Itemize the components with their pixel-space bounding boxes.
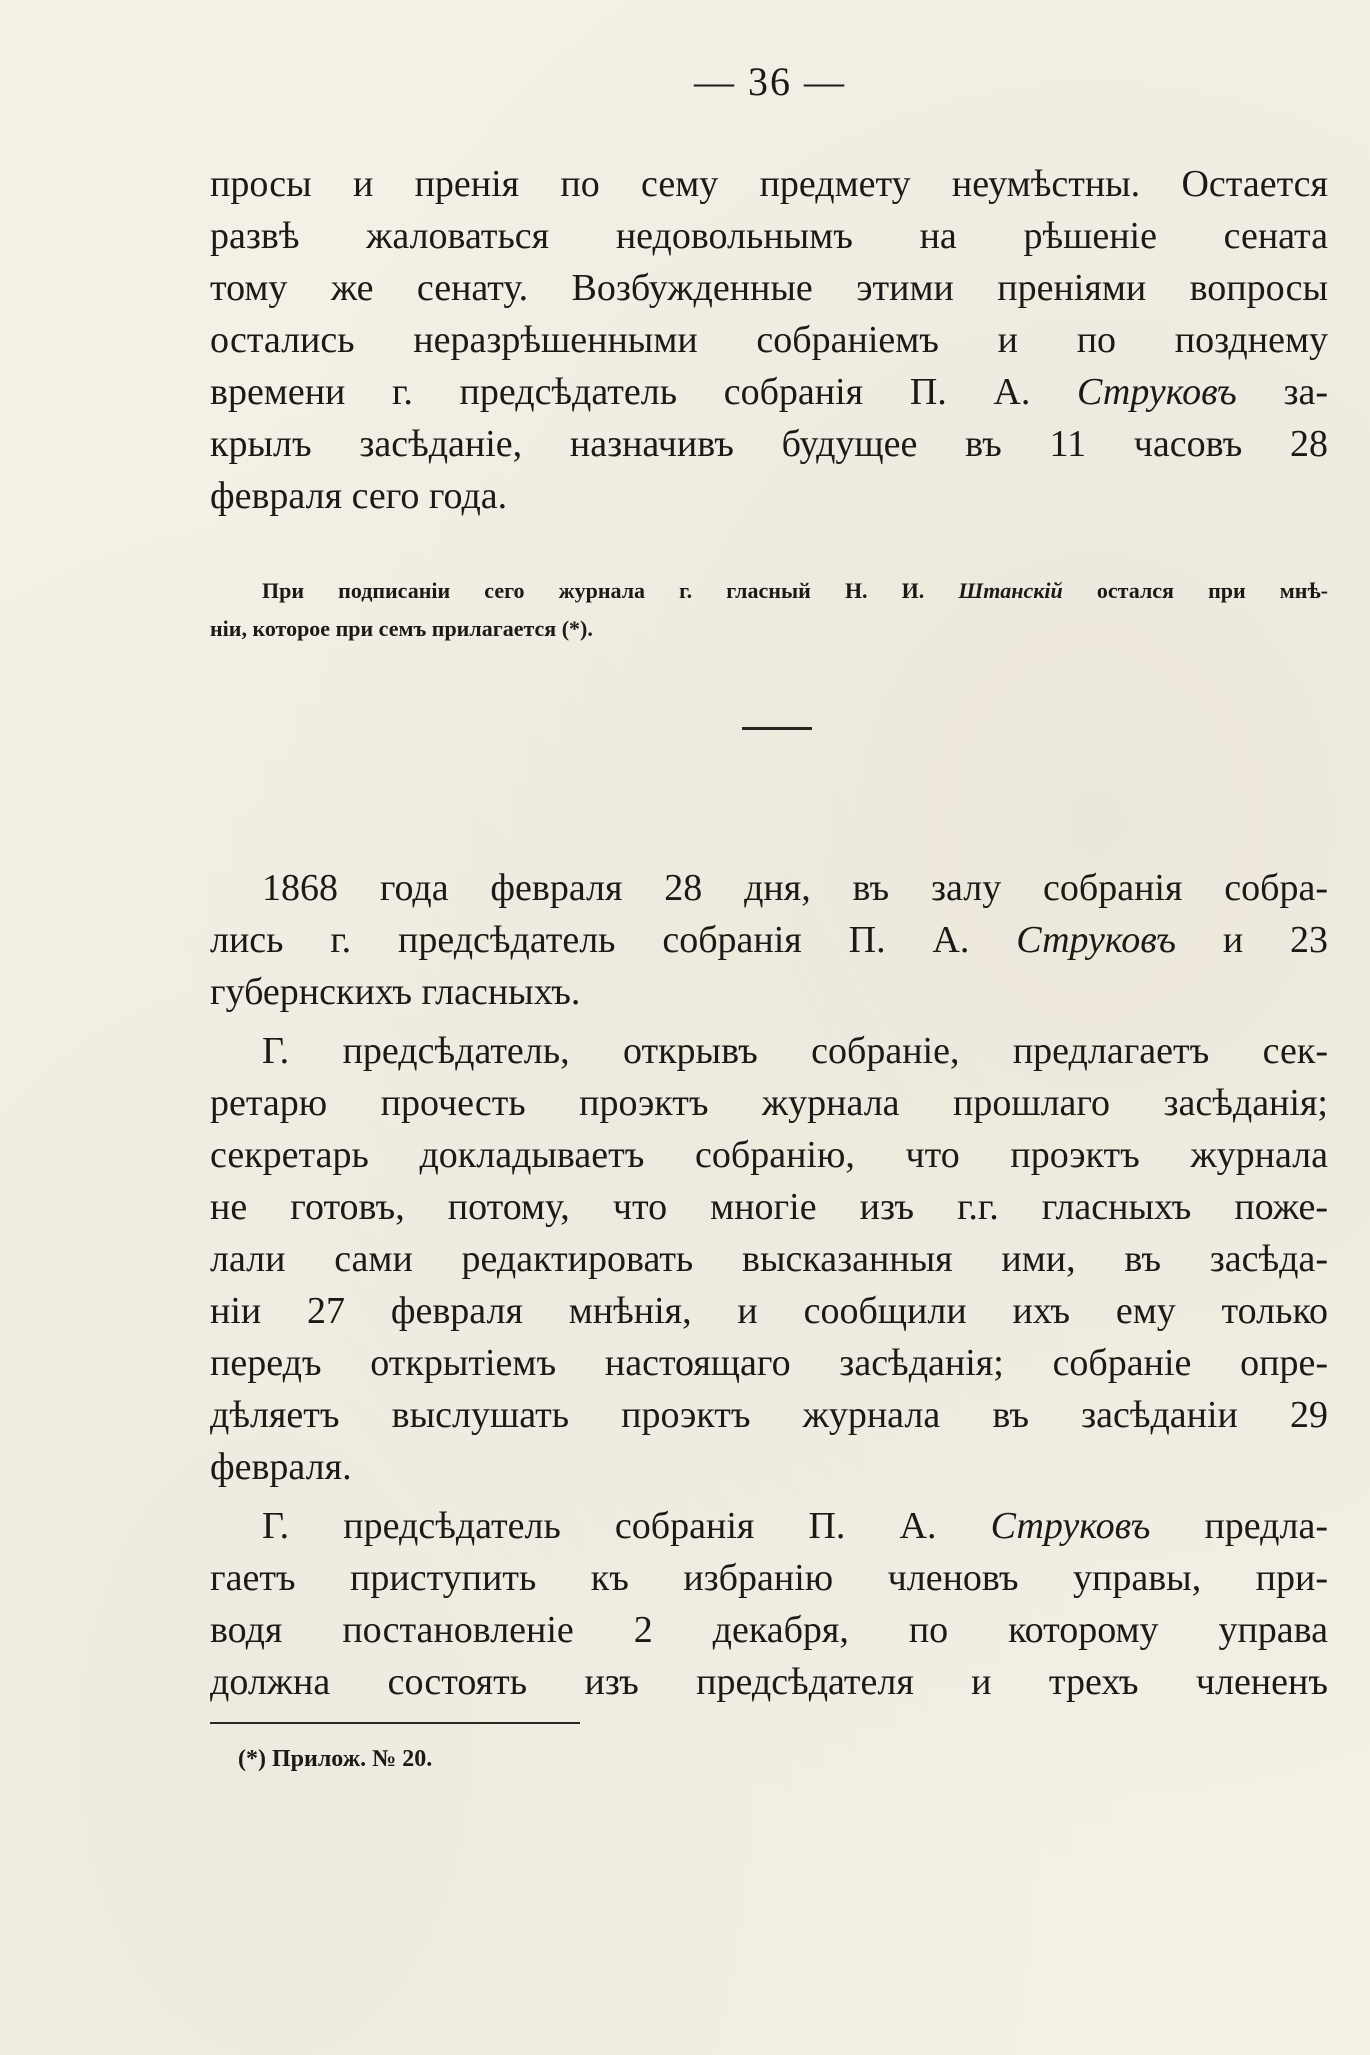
text-line: передъ открытіемъ настоящаго засѣданія; собраніе опре- (210, 1342, 1328, 1384)
surname-italic: Струковъ (1077, 371, 1237, 413)
text-line: ніи 27 февраля мнѣнія, и сообщили ихъ ему только (210, 1290, 1328, 1332)
text-line (210, 366, 1328, 418)
text-line: февраля сего года. (210, 475, 508, 517)
surname-italic: Струковъ (1016, 919, 1176, 961)
text-line: гаетъ приступить къ избранію членовъ управы, при- (210, 1557, 1328, 1599)
surname-italic: Струковъ (990, 1505, 1151, 1547)
note-line (262, 574, 1328, 608)
text-line: не готовъ, потому, что многіе изъ г.г. гласныхъ поже- (210, 1186, 1328, 1228)
footnote-rule (210, 1722, 580, 1724)
text-line: должна состоять изъ предсѣдателя и трехъ члененъ (210, 1661, 1328, 1703)
page-number: — 36 — (694, 59, 846, 104)
text-line (262, 1500, 1328, 1552)
text-line (210, 914, 1328, 966)
footnote: (*) Прилож. № 20. (238, 1746, 433, 1772)
text-line: февраля. (210, 1446, 352, 1488)
text-run: Г. предсѣдатель собранія П. А. (262, 1505, 991, 1547)
surname-italic: Штанскій (958, 578, 1063, 603)
text-run: за- (1236, 371, 1328, 413)
text-line: дѣляетъ выслушать проэктъ журнала въ засѣданіи 29 (210, 1394, 1328, 1436)
text-run: При подписаніи сего журнала г. гласный Н. И. (262, 578, 959, 603)
text-line: тому же сенату. Возбужденные этими преніями вопросы (210, 267, 1328, 309)
text-run: лись г. предсѣдатель собранія П. А. (210, 919, 1017, 961)
text-line: лали сами редактировать высказанныя ими, въ засѣда- (210, 1238, 1328, 1280)
text-line: Г. предсѣдатель, открывъ собраніе, предлагаетъ сек- (262, 1030, 1328, 1072)
text-run: и 23 (1175, 919, 1328, 961)
text-line: крылъ засѣданіе, назначивъ будущее въ 11 часовъ 28 (210, 423, 1328, 465)
text-run: остался при мнѣ- (1062, 578, 1328, 603)
section-separator (742, 727, 812, 730)
text-line: просы и пренія по сему предмету неумѣстны. Остается (210, 163, 1328, 205)
text-line: ретарю прочесть проэктъ журнала прошлаго засѣданія; (210, 1082, 1328, 1124)
text-run: времени г. предсѣдатель собранія П. А. (210, 371, 1078, 413)
text-line: секретарь докладываетъ собранію, что проэктъ журнала (210, 1134, 1328, 1176)
text-run: предла- (1150, 1505, 1328, 1547)
note-line: ніи, которое при семъ прилагается (*). (210, 616, 593, 641)
text-line: остались неразрѣшенными собраніемъ и по позднему (210, 319, 1328, 361)
text-line: развѣ жаловаться недовольнымъ на рѣшеніе сената (210, 215, 1328, 257)
text-line: губернскихъ гласныхъ. (210, 971, 581, 1013)
text-line: водя постановленіе 2 декабря, по которому управа (210, 1609, 1328, 1651)
text-line: 1868 года февраля 28 дня, въ залу собранія собра- (262, 867, 1328, 909)
